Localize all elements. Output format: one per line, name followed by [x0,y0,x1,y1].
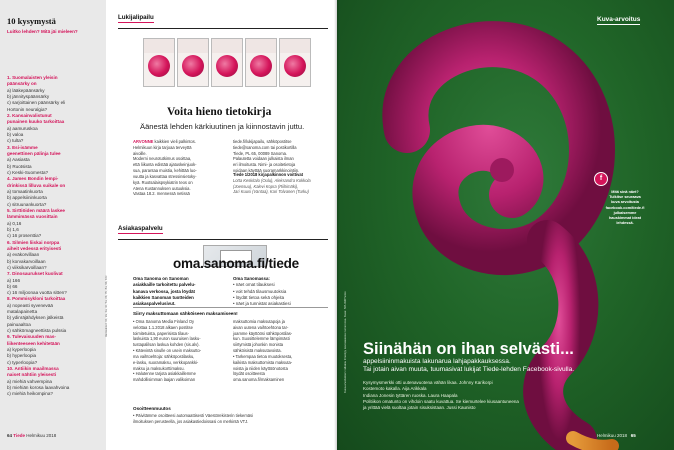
text-line: maksu ja maksukorttimaksu. [133,365,185,371]
text-line: aivoille. [133,150,147,156]
text-line: kanava verkossa, josta löydät [133,288,195,294]
text-line: e-lasku, suoramaksu, verkkopankki- [133,359,199,365]
winners-line-3: Jari Kuusi (Vantaa), Kari Tolvanen (Turku) [233,189,309,195]
winners-line-2: (Joensuu), Kalevi Kopra (Riihimäki), [233,183,299,189]
quiz-question: 4. James Bondin lempi- [7,176,59,182]
quiz-option: painuaaltoa [7,321,31,327]
section-label-asiakaspalvelu: Asiakaspalvelu [118,225,163,232]
quiz-option: b) jännityspäänsärky [7,93,50,99]
oma-sanoma-features [233,276,331,307]
book-cover-5 [279,38,311,87]
quiz-option: Hortonin neuralgia? [7,106,48,112]
page-number-left: 64 [7,433,13,438]
quiz-option: b) 1,6 [7,226,19,232]
text-line: Palautetta voidaan julkaista ilman [233,156,294,162]
reader-answers [363,380,519,411]
photo-credit: Kuva-arvoituksen ratkaisu ilmestyy seuraavassa numerossa. Kuva: SPL/AllPhotos [343,291,347,393]
quiz-option: a) nopeasti syvenevää [7,302,53,308]
footer-issue-right: Helmikuu 2018 [597,433,628,438]
book-cover-2 [177,38,209,87]
features-title: Oma Sanomassa: [233,276,270,281]
quiz-question: lämmimässä vuosittain [7,214,58,220]
section-label-kuva-arvoitus: Kuva-arvoitus [597,16,641,23]
text-line: Vastaa 18.2. mennessä netissä [133,191,190,197]
divider [133,307,328,308]
quiz-option: c) Keski-Suomesta? [7,169,49,175]
quiz-option: c) viiksikarvoillaan? [7,264,47,270]
text-line: löydät osoitteesta [233,371,265,377]
contest-lede: Äänestä lehden kärkiuutinen ja kiinnostavin juttu. [140,122,305,131]
quiz-question: 6. Silmien liiskai norppa [7,239,60,245]
section-rule-2 [118,239,328,240]
feature-item: • näet omat tilauksesi [233,282,275,288]
quiz-questions [7,75,97,398]
osoitteenmuutos-body [133,413,333,425]
quiz-option: b) valoa [7,131,24,137]
kuva-subtitle-2: Tai jotain aivan muuta, tuumasivat lukijat Tiede-lehden Facebook-sivulla. [363,366,575,373]
quiz-option: b) 66 [7,283,18,289]
text-line: ja yrittää vielä suoltaa jotain sisuksistaan. Jussi Kaunisto [363,405,476,411]
winners-line-1: Lotta Keskitalo (Oulu), Aleksandra Kokkola [233,177,311,183]
quiz-question: drinkissä lilluva suikale on [7,182,66,188]
text-line: asiakaspalvelusivut. [133,301,176,306]
quiz-option: matalapainetta [7,309,38,315]
text-line: • Halutenne tarjota asiakkaillemme [133,371,196,377]
text-line: toimitetuista, paperisista tilaus- [133,330,189,336]
quiz-option: c) 16 miljoonaa vuotta sitten? [7,290,67,296]
book-cover-4 [245,38,277,87]
text-line: kyä. Ruotsalaispsykiatrin teos on [133,179,193,185]
quiz-option: c) 16 prosenttia? [7,233,42,239]
contest-winners [233,172,331,195]
text-line: lehdessä. [616,221,634,226]
text-line: Kysymysmerkki otti uutenavuotena vähän likaa. Johnny Karikorpi [363,380,493,385]
text-line: tiede.fi/lukijapailu, sähköpostitse [233,139,292,144]
quiz-option: a) miehiä vahvempina [7,378,52,384]
siirry-title: Siirry maksuttomaan sähköiseen maksamiseen! [133,311,238,316]
section-rule [118,28,328,29]
text-line: kaikkien Sanoman tuotteiden [133,294,194,300]
quiz-question: 7. Dinosaurukset kuolivat [7,271,63,277]
section-label-lukijalipailu: Lukijalipailu [118,14,154,21]
facebook-callout [598,190,652,227]
quiz-question: geenettinen pälinja tulee [7,150,61,156]
text-line: kaikista maksuttomista maksuta- [233,359,293,365]
text-line: hauskimmat ideat [608,216,642,221]
facebook-icon[interactable]: f [594,172,608,186]
text-line: julkaisemme [613,210,637,215]
text-line: facebook.com/tiede.fi [605,205,645,210]
quiz-option: b) korvakarvoillaan [7,258,46,264]
quiz-question: 5. Sirttiöiden määrä laskee [7,207,65,213]
footer-left [7,433,56,438]
quiz-question: liikenteeseen kehitetään [7,340,60,346]
quiz-answers: Vastaukset: 1b, 2a, 3a, 4c, 5a, 6b, 7b, 8a, 9b, 10c [104,275,108,337]
quiz-option: a) aamuruskoa [7,125,38,131]
quiz-question: päänsärky on [7,81,37,87]
oma-sanoma-intro [133,276,231,307]
text-line: eri ilmoitusta. Nimi- ja osoitetietoja [233,162,296,168]
quiz-question: 10. Antiikin maailmassa [7,366,59,372]
quiz-question: 1. Suomalaisten yleisin [7,75,58,80]
osoitteenmuutos-title: Osoitteenmuutos [133,406,171,411]
text-line: Mitä sinä näet? [611,190,639,194]
quiz-question: 8. Pommisykloni tarkoittaa [7,296,66,302]
siirry-body-left [133,319,231,383]
text-line: Moderni neurotutkimus osoittaa, [133,156,192,162]
text-line: sua, parantaa muistia, kehittää luo- [133,168,197,174]
quiz-option: c) sähkömagneettista pulssia [7,328,67,334]
quiz-option: c) sitruunankuorta? [7,201,47,207]
quiz-subtitle: Luitko lehden? Mitä jäi mieleen? [7,29,78,34]
text-line: maksuttomia maksutapoja ja [233,319,285,324]
quiz-option: b) miehiän korosa laavahvoina [7,385,70,391]
siirry-body-right [233,319,331,383]
text-line: voista ja niiden käyttöönotosta [233,365,288,371]
feature-item: • näet ja tunnistat asiakastiesi [233,301,291,306]
quiz-question: 9. Tulevaisuuden mas- [7,334,56,340]
text-line: Politiikon omatunto on vihdoin saatu kuvattua. Se kiemurtelee kiusaantuneena [363,398,519,404]
book-cover-1 [143,38,175,87]
text-line: oma.sanoma.fi/maksaminen [233,377,285,383]
text-line: ma vaihtoehtoja: sähköpostilasku, [133,353,195,359]
quiz-question: 2. Kansainvalistunut [7,112,52,118]
winners-title: Tiede 1/2018 kirjapalkinnon voittivat [233,172,303,177]
text-line: että liikunta edistää ajatuskeinjuok- [133,162,197,168]
quiz-question: punainen kuuko tarkoittaa [7,119,65,125]
contest-body-left [133,139,231,197]
quiz-question: naiset nähtiin yleisesti [7,372,57,378]
quiz-option: a) 166 [7,277,21,283]
quiz-option: b) ydinräjähdyksen jälkeistä [7,315,64,321]
quiz-option: a) Aasiasta [7,157,30,163]
oma-sanoma-url[interactable]: oma.sanoma.fi/tiede [173,256,299,271]
text-line: velottaa 1.1.2018 alkaen postitse [133,324,193,330]
coil-core [490,158,514,182]
quiz-option: a) tomaatinkuorta [7,188,43,194]
text-line: mahdollisimman laajan valikoiman [133,377,196,383]
text-line: asiakkaille tarkoitettu palvelu- [133,282,196,288]
quiz-option: b) Ruotsista [7,163,32,169]
text-line: kuva arvoitusta [611,200,639,205]
text-line: Oma Sanoma on Sanoman [133,276,189,281]
book-cover-3 [211,38,243,87]
text-line: voidaan käyttää suoramarkkinointiin. [233,168,300,174]
osoitteenmuutos-line-1: • Päivitämme osoitteesi automaattisesti Väestörekisterin tiekemäsi [133,413,253,418]
quiz-option: c) miehiä heikompina? [7,391,53,397]
quiz-option: a) 0,16 [7,220,22,226]
quiz-question: 3. Esi-isämme [7,144,38,150]
text-line: • Oma Sanoma Media Finland Oy [133,319,195,324]
text-line: laskuista 1,90 euron suuruisen lasku- [133,336,201,342]
quiz-title: 10 kysymystä [7,16,56,26]
quiz-option: a) lääkepäänsärky [7,87,45,93]
text-line: kun. Suosittelemme lämpimästi [233,336,290,342]
text-line: • Tarkempaa tietoa muutoksesta, [233,353,293,359]
text-line: Kostemoto kakalla. Aija Arikkala [363,386,427,392]
footer-right [597,433,636,438]
coil-tip [573,438,612,447]
text-line: joamme käyttöösi sähköpostilas- [233,330,293,336]
quiz-option: a) kyperloopia [7,347,36,353]
footer-issue-left: Helmikuu 2018 [26,433,57,438]
quiz-option: b) appelsiininkuorta [7,195,47,201]
text-line: ARVONNE kaikkien vieli palkintos. [133,139,196,144]
quiz-option: c) typerloopia? [7,359,38,365]
footer-brand: Tiede [13,433,25,438]
text-line: tustapalilsan laskua kohden (sis.alv). [133,342,200,348]
quiz-question: aiheit vedessä erityisesti [7,245,62,251]
contest-headline: Voita hieno tietokirja [167,106,272,118]
quiz-option: c) tulta? [7,138,24,144]
kuva-subtitle-1: appelsiininmakuista lakunarua lahjapakkauksessa. [363,358,511,365]
feature-item: • voit tehdä tilausmuutoksia [233,288,287,294]
text-line: Tulkitse seuraava [609,195,641,200]
kuva-title: Siinähän on ihan selvästi... [363,340,574,358]
coil-outer [405,44,592,252]
text-line: Atena Kustannuksen uutuuksia. [133,185,191,191]
text-line: sähköisistä maksutavoista. [233,348,282,354]
text-line: • Kätevintä sinulle on usein maksutto- [133,348,202,354]
osoitteenmuutos-line-2: ilmoituksen perusteella, jos asiakastiedoissasi on merkintä VTJ. [133,418,249,424]
text-line: Helmikuun kirja tarjoaa terveyttä [133,144,192,150]
text-line: tiede@sanoma.com tai postikortilla [233,144,297,150]
text-line: Tiede, PL 65, 00089 Sanoma. [233,150,288,156]
text-line: siirtymistä johonkin monista [233,342,284,348]
feature-item: • löydät tietoa sekä ohjeita [233,294,285,300]
text-line: Indiana Jonesin tyttären ruoska. Laura Haapala [363,392,458,398]
quiz-option: a) eväkorvillaan [7,252,40,258]
page-number-right: 65 [630,433,636,438]
contest-body-right [233,139,331,174]
quiz-option: b) hyperloopia [7,353,37,359]
text-line: aivan uutena vaihtoehtona tar- [233,324,289,330]
text-line: vuutta ja kasvattaa stressinsietoky- [133,173,197,179]
page-gutter [334,0,340,450]
quiz-option: c) sarjoittainen päänsärky eli [7,100,66,106]
